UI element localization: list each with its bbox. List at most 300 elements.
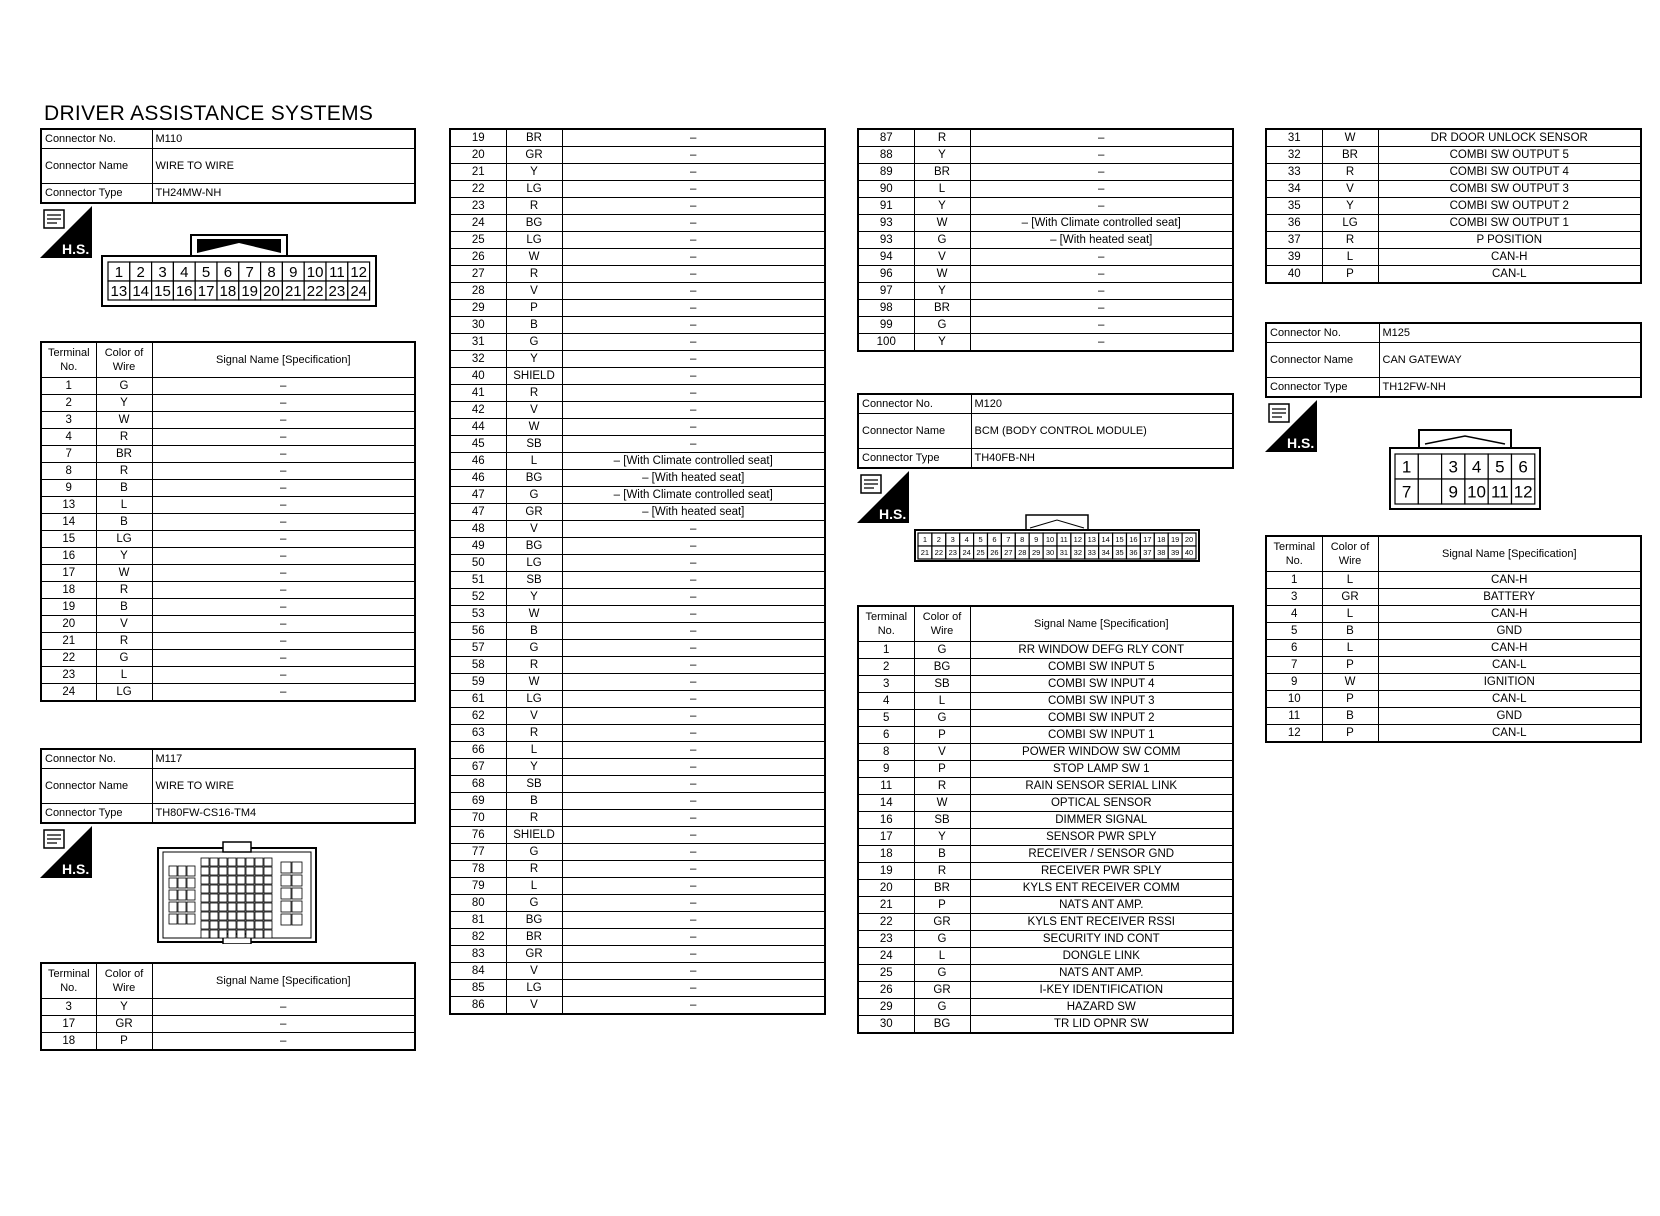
m117-terminal-table-continued — [449, 128, 826, 1015]
terminal-no-cell: 93 — [858, 215, 914, 232]
signal-name-cell: – — [970, 283, 1233, 300]
m117-connector-type: TH80FW-CS16-TM4 — [152, 804, 415, 824]
connector-cavity — [246, 867, 254, 875]
connector-cavity — [178, 866, 186, 876]
signal-name-cell: CAN-H — [1378, 606, 1641, 623]
label-connector-type: Connector Type — [41, 184, 152, 204]
wire-color-cell: L — [1322, 572, 1378, 589]
connector-cavity — [201, 894, 209, 902]
signal-name-cell: – — [562, 657, 825, 674]
wire-color-cell: SB — [506, 436, 562, 453]
wire-color-cell: R — [506, 266, 562, 283]
table-row — [450, 606, 825, 623]
connector-cavity — [292, 862, 302, 873]
connector-cavity — [201, 867, 209, 875]
signal-name-cell: DR DOOR UNLOCK SENSOR — [1378, 129, 1641, 147]
signal-name-cell: SECURITY IND CONT — [970, 931, 1233, 948]
wire-color-cell: G — [96, 650, 152, 667]
terminal-no-cell: 86 — [450, 997, 506, 1015]
connector-cavity — [246, 876, 254, 884]
table-row — [450, 232, 825, 249]
connector-pin-number: 34 — [1101, 548, 1110, 558]
connector-cavity — [201, 858, 209, 866]
wire-color-cell: V — [96, 616, 152, 633]
terminal-no-cell: 91 — [858, 198, 914, 215]
table-row — [858, 965, 1233, 982]
table-row — [41, 378, 415, 395]
signal-name-cell: COMBI SW OUTPUT 3 — [1378, 181, 1641, 198]
signal-name-cell: – — [562, 946, 825, 963]
table-row — [450, 742, 825, 759]
connector-cavity — [210, 876, 218, 884]
connector-cavity — [219, 885, 227, 893]
connector-cavity — [228, 894, 236, 902]
terminal-no-cell: 25 — [450, 232, 506, 249]
connector-cavity — [219, 921, 227, 929]
table-row — [450, 521, 825, 538]
terminal-no-cell: 12 — [1266, 725, 1322, 743]
wire-color-cell: LG — [96, 531, 152, 548]
table-row — [858, 727, 1233, 744]
connector-cavity — [246, 858, 254, 866]
wire-color-cell: R — [506, 385, 562, 402]
m110-connector-name: WIRE TO WIRE — [152, 149, 415, 184]
connector-pin-number: 21 — [284, 282, 302, 300]
table-row — [450, 504, 825, 521]
signal-name-cell: – [With heated seat] — [562, 470, 825, 487]
table-row — [41, 412, 415, 429]
connector-pin-number: 15 — [1115, 535, 1124, 545]
table-row — [41, 1016, 415, 1033]
signal-name-cell: – — [970, 266, 1233, 283]
connector-pin-number: 23 — [948, 548, 957, 558]
wire-color-cell: G — [914, 999, 970, 1016]
table-row — [1266, 249, 1641, 266]
terminal-no-cell: 3 — [41, 999, 96, 1016]
table-row — [858, 931, 1233, 948]
table-row — [450, 470, 825, 487]
connector-cavity — [187, 866, 195, 876]
wire-color-cell: P — [914, 761, 970, 778]
signal-name-cell: – — [970, 300, 1233, 317]
table-row — [450, 555, 825, 572]
terminal-no-cell: 97 — [858, 283, 914, 300]
wire-color-cell: L — [1322, 606, 1378, 623]
signal-name-cell: CAN-L — [1378, 657, 1641, 674]
terminal-no-cell: 11 — [1266, 708, 1322, 725]
table-row — [41, 463, 415, 480]
m120-connector-no: M120 — [971, 394, 1233, 414]
table-row — [41, 999, 415, 1016]
table-row — [450, 215, 825, 232]
connector-pin-number: 3 — [158, 263, 167, 281]
wire-color-cell: GR — [96, 1016, 152, 1033]
table-row — [858, 147, 1233, 164]
terminal-no-cell: 4 — [1266, 606, 1322, 623]
terminal-no-cell: 31 — [1266, 129, 1322, 147]
m120-terminal-table-continued — [1265, 128, 1642, 284]
wire-color-cell: GR — [506, 147, 562, 164]
connector-cavity — [255, 930, 263, 938]
signal-name-cell: CAN-H — [1378, 249, 1641, 266]
table-row — [450, 929, 825, 946]
connector-pin-number: 16 — [175, 282, 193, 300]
terminal-no-cell: 19 — [450, 129, 506, 147]
terminal-no-cell: 37 — [1266, 232, 1322, 249]
connector-pin-number: 12 — [350, 263, 368, 281]
wire-color-cell: BG — [506, 470, 562, 487]
table-row — [858, 300, 1233, 317]
wire-color-cell: SB — [914, 676, 970, 693]
connector-cavity — [255, 921, 263, 929]
wire-color-cell: L — [96, 497, 152, 514]
table-row — [858, 266, 1233, 283]
signal-name-cell: COMBI SW OUTPUT 2 — [1378, 198, 1641, 215]
signal-name-cell: – — [562, 691, 825, 708]
connector-cavity — [201, 921, 209, 929]
signal-name-cell: – — [152, 1016, 415, 1033]
signal-name-cell: COMBI SW INPUT 5 — [970, 659, 1233, 676]
wire-color-cell: G — [914, 232, 970, 249]
terminal-no-cell: 34 — [1266, 181, 1322, 198]
wire-color-cell: R — [914, 129, 970, 147]
label-connector-type: Connector Type — [1266, 378, 1379, 398]
signal-name-cell: RR WINDOW DEFG RLY CONT — [970, 642, 1233, 659]
signal-name-cell: I-KEY IDENTIFICATION — [970, 982, 1233, 999]
terminal-no-cell: 20 — [858, 880, 914, 897]
connector-cavity — [264, 867, 272, 875]
terminal-no-cell: 27 — [450, 266, 506, 283]
wire-color-cell: R — [506, 725, 562, 742]
terminal-no-cell: 46 — [450, 453, 506, 470]
connector-cavity — [187, 890, 195, 900]
signal-name-cell: – — [970, 129, 1233, 147]
terminal-no-cell: 31 — [450, 334, 506, 351]
signal-name-cell: – — [970, 317, 1233, 334]
connector-pin-number: 14 — [132, 282, 150, 300]
wire-color-cell: B — [506, 793, 562, 810]
terminal-no-cell: 4 — [858, 693, 914, 710]
connector-pin-number: 24 — [350, 282, 368, 300]
connector-cavity — [210, 867, 218, 875]
wire-color-cell: BG — [914, 1016, 970, 1034]
terminal-no-cell: 22 — [41, 650, 96, 667]
connector-pin — [1418, 454, 1441, 479]
signal-name-cell: – — [970, 147, 1233, 164]
connector-cavity — [228, 930, 236, 938]
wire-color-cell: L — [1322, 640, 1378, 657]
terminal-no-cell: 26 — [450, 249, 506, 266]
connector-cavity — [219, 876, 227, 884]
m125-connector-type: TH12FW-NH — [1379, 378, 1641, 398]
signal-name-cell: – — [562, 759, 825, 776]
connector-cavity — [210, 921, 218, 929]
table-row — [1266, 589, 1641, 606]
table-row — [450, 317, 825, 334]
terminal-no-cell: 42 — [450, 402, 506, 419]
table-row — [858, 846, 1233, 863]
connector-cavity — [292, 901, 302, 912]
wire-color-cell: G — [914, 931, 970, 948]
connector-cavity — [178, 902, 186, 912]
wire-color-cell: Y — [506, 589, 562, 606]
table-row — [41, 633, 415, 650]
table-row — [858, 999, 1233, 1016]
wire-color-cell: W — [1322, 674, 1378, 691]
connector-cavity — [169, 890, 177, 900]
table-row — [41, 565, 415, 582]
signal-name-cell: – — [152, 446, 415, 463]
connector-pin-number: 9 — [1034, 535, 1039, 545]
wire-color-cell: Y — [914, 198, 970, 215]
connector-cavity — [237, 894, 245, 902]
wire-color-cell: W — [506, 249, 562, 266]
wire-color-cell: R — [96, 429, 152, 446]
connector-cavity — [169, 914, 177, 924]
connector-cavity — [237, 858, 245, 866]
wire-color-cell: Y — [914, 147, 970, 164]
wire-color-cell: P — [1322, 266, 1378, 284]
terminal-no-cell: 18 — [858, 846, 914, 863]
signal-name-cell: – — [562, 963, 825, 980]
signal-name-cell: – — [562, 368, 825, 385]
wire-color-cell: R — [96, 633, 152, 650]
m120-connector-name: BCM (BODY CONTROL MODULE) — [971, 414, 1233, 449]
connector-pin-number: 5 — [978, 535, 983, 545]
wire-color-cell: L — [96, 667, 152, 684]
connector-cavity — [169, 878, 177, 888]
m110-info — [40, 128, 416, 204]
connector-pin-number: 11 — [329, 263, 345, 281]
table-row — [1266, 147, 1641, 164]
table-row — [450, 878, 825, 895]
signal-name-cell: – — [152, 531, 415, 548]
connector-cavity — [201, 930, 209, 938]
signal-name-cell: – — [562, 929, 825, 946]
signal-name-cell: – — [562, 317, 825, 334]
table-row — [1266, 232, 1641, 249]
table-row — [858, 812, 1233, 829]
wire-color-cell: Y — [914, 283, 970, 300]
table-row — [41, 650, 415, 667]
wire-color-cell: SHIELD — [506, 827, 562, 844]
signal-name-cell: – — [562, 912, 825, 929]
connector-pin-number: 11 — [1491, 482, 1509, 502]
terminal-no-cell: 3 — [41, 412, 96, 429]
wire-color-cell: G — [506, 640, 562, 657]
table-row — [41, 599, 415, 616]
m117-connector-name: WIRE TO WIRE — [152, 769, 415, 804]
header-color-of-wire: Color of Wire — [96, 963, 152, 999]
signal-name-cell: – [With Climate controlled seat] — [562, 487, 825, 504]
terminal-no-cell: 7 — [41, 446, 96, 463]
table-row — [1266, 215, 1641, 232]
connector-cavity — [219, 912, 227, 920]
terminal-no-cell: 87 — [858, 129, 914, 147]
terminal-no-cell: 81 — [450, 912, 506, 929]
connector-cavity — [219, 894, 227, 902]
m120-info — [857, 393, 1234, 469]
table-row — [450, 912, 825, 929]
signal-name-cell: COMBI SW OUTPUT 4 — [1378, 164, 1641, 181]
terminal-no-cell: 39 — [1266, 249, 1322, 266]
terminal-no-cell: 22 — [858, 914, 914, 931]
signal-name-cell: – — [152, 429, 415, 446]
signal-name-cell: COMBI SW INPUT 2 — [970, 710, 1233, 727]
table-row — [1266, 198, 1641, 215]
signal-name-cell: – — [562, 385, 825, 402]
connector-cavity — [201, 912, 209, 920]
connector-pin-number: 22 — [934, 548, 944, 558]
signal-name-cell: – — [152, 684, 415, 702]
wire-color-cell: LG — [506, 232, 562, 249]
terminal-no-cell: 26 — [858, 982, 914, 999]
connector-pin-number: 8 — [1020, 535, 1025, 545]
connector-pin-number: 19 — [241, 282, 259, 300]
signal-name-cell: – [With heated seat] — [562, 504, 825, 521]
wire-color-cell: G — [506, 895, 562, 912]
connector-cavity — [228, 903, 236, 911]
signal-name-cell: – — [562, 351, 825, 368]
connector-cavity — [255, 894, 263, 902]
m125-connector-face — [1389, 428, 1541, 510]
terminal-no-cell: 94 — [858, 249, 914, 266]
terminal-no-cell: 24 — [41, 684, 96, 702]
signal-name-cell: – — [152, 650, 415, 667]
table-row — [450, 147, 825, 164]
label-connector-no: Connector No. — [41, 749, 152, 769]
signal-name-cell: – — [562, 844, 825, 861]
label-connector-name: Connector Name — [1266, 343, 1379, 378]
terminal-no-cell: 78 — [450, 861, 506, 878]
wire-color-cell: G — [914, 642, 970, 659]
wire-color-cell: LG — [506, 980, 562, 997]
signal-name-cell: RECEIVER / SENSOR GND — [970, 846, 1233, 863]
signal-name-cell: TR LID OPNR SW — [970, 1016, 1233, 1034]
signal-name-cell: – — [562, 997, 825, 1015]
signal-name-cell: STOP LAMP SW 1 — [970, 761, 1233, 778]
wire-color-cell: LG — [96, 684, 152, 702]
connector-pin-number: 10 — [1467, 482, 1487, 502]
table-row — [858, 863, 1233, 880]
terminal-no-cell: 20 — [450, 147, 506, 164]
table-row — [1266, 708, 1641, 725]
connector-cavity — [246, 903, 254, 911]
wire-color-cell: P — [1322, 691, 1378, 708]
terminal-no-cell: 68 — [450, 776, 506, 793]
terminal-no-cell: 29 — [858, 999, 914, 1016]
connector-cavity — [264, 894, 272, 902]
terminal-no-cell: 90 — [858, 181, 914, 198]
signal-name-cell: – — [562, 810, 825, 827]
signal-name-cell: OPTICAL SENSOR — [970, 795, 1233, 812]
wire-color-cell: G — [914, 965, 970, 982]
signal-name-cell: – — [562, 674, 825, 691]
connector-cavity — [219, 858, 227, 866]
signal-name-cell: – — [152, 667, 415, 684]
wire-color-cell: W — [914, 215, 970, 232]
table-row — [41, 497, 415, 514]
signal-name-cell: – — [152, 412, 415, 429]
wire-color-cell: BG — [506, 538, 562, 555]
terminal-no-cell: 17 — [858, 829, 914, 846]
connector-cavity — [264, 912, 272, 920]
header-terminal-no: Terminal No. — [858, 606, 914, 642]
wire-color-cell: W — [914, 795, 970, 812]
terminal-no-cell: 6 — [858, 727, 914, 744]
wire-color-cell: GR — [506, 946, 562, 963]
table-row — [450, 691, 825, 708]
connector-cavity — [255, 885, 263, 893]
m117-terminal-table — [40, 962, 416, 1051]
connector-pin-number: 21 — [920, 548, 930, 558]
wire-color-cell: Y — [1322, 198, 1378, 215]
wire-color-cell: BR — [506, 129, 562, 147]
connector-pin-number: 3 — [1448, 457, 1458, 477]
signal-name-cell: CAN-L — [1378, 725, 1641, 743]
m117-connector-no: M117 — [152, 749, 415, 769]
header-signal-name: Signal Name [Specification] — [1378, 536, 1641, 572]
wire-color-cell: V — [506, 521, 562, 538]
wire-color-cell: V — [506, 963, 562, 980]
table-row — [450, 759, 825, 776]
table-row — [858, 880, 1233, 897]
wire-color-cell: B — [506, 623, 562, 640]
connector-pin-number: 23 — [328, 282, 346, 300]
wire-color-cell: Y — [914, 829, 970, 846]
terminal-no-cell: 69 — [450, 793, 506, 810]
signal-name-cell: – — [562, 980, 825, 997]
terminal-no-cell: 33 — [1266, 164, 1322, 181]
terminal-no-cell: 40 — [450, 368, 506, 385]
terminal-no-cell: 21 — [450, 164, 506, 181]
connector-cavity — [264, 858, 272, 866]
signal-name-cell: POWER WINDOW SW COMM — [970, 744, 1233, 761]
header-terminal-no: Terminal No. — [41, 963, 96, 999]
connector-pin-number: 33 — [1087, 548, 1096, 558]
table-row — [41, 446, 415, 463]
terminal-no-cell: 23 — [450, 198, 506, 215]
connector-cavity — [228, 858, 236, 866]
table-row — [858, 829, 1233, 846]
signal-name-cell: CAN-H — [1378, 572, 1641, 589]
wire-color-cell: BR — [1322, 147, 1378, 164]
terminal-no-cell: 51 — [450, 572, 506, 589]
signal-name-cell: – — [970, 181, 1233, 198]
table-row — [41, 548, 415, 565]
table-row — [450, 419, 825, 436]
connector-pin-number: 24 — [962, 548, 971, 558]
terminal-no-cell: 9 — [1266, 674, 1322, 691]
terminal-no-cell: 25 — [858, 965, 914, 982]
connector-cavity — [292, 888, 302, 899]
connector-cavity — [281, 901, 291, 912]
connector-cavity — [246, 894, 254, 902]
signal-name-cell: – — [562, 861, 825, 878]
terminal-no-cell: 49 — [450, 538, 506, 555]
signal-name-cell: – — [562, 436, 825, 453]
table-row — [858, 982, 1233, 999]
terminal-no-cell: 18 — [41, 1033, 96, 1051]
wire-color-cell: W — [914, 266, 970, 283]
table-row — [858, 198, 1233, 215]
signal-name-cell: – — [152, 463, 415, 480]
harness-side-icon — [857, 471, 909, 523]
connector-pin-number: 6 — [1518, 457, 1528, 477]
connector-cavity — [255, 867, 263, 875]
header-color-of-wire: Color of Wire — [914, 606, 970, 642]
terminal-no-cell: 44 — [450, 419, 506, 436]
